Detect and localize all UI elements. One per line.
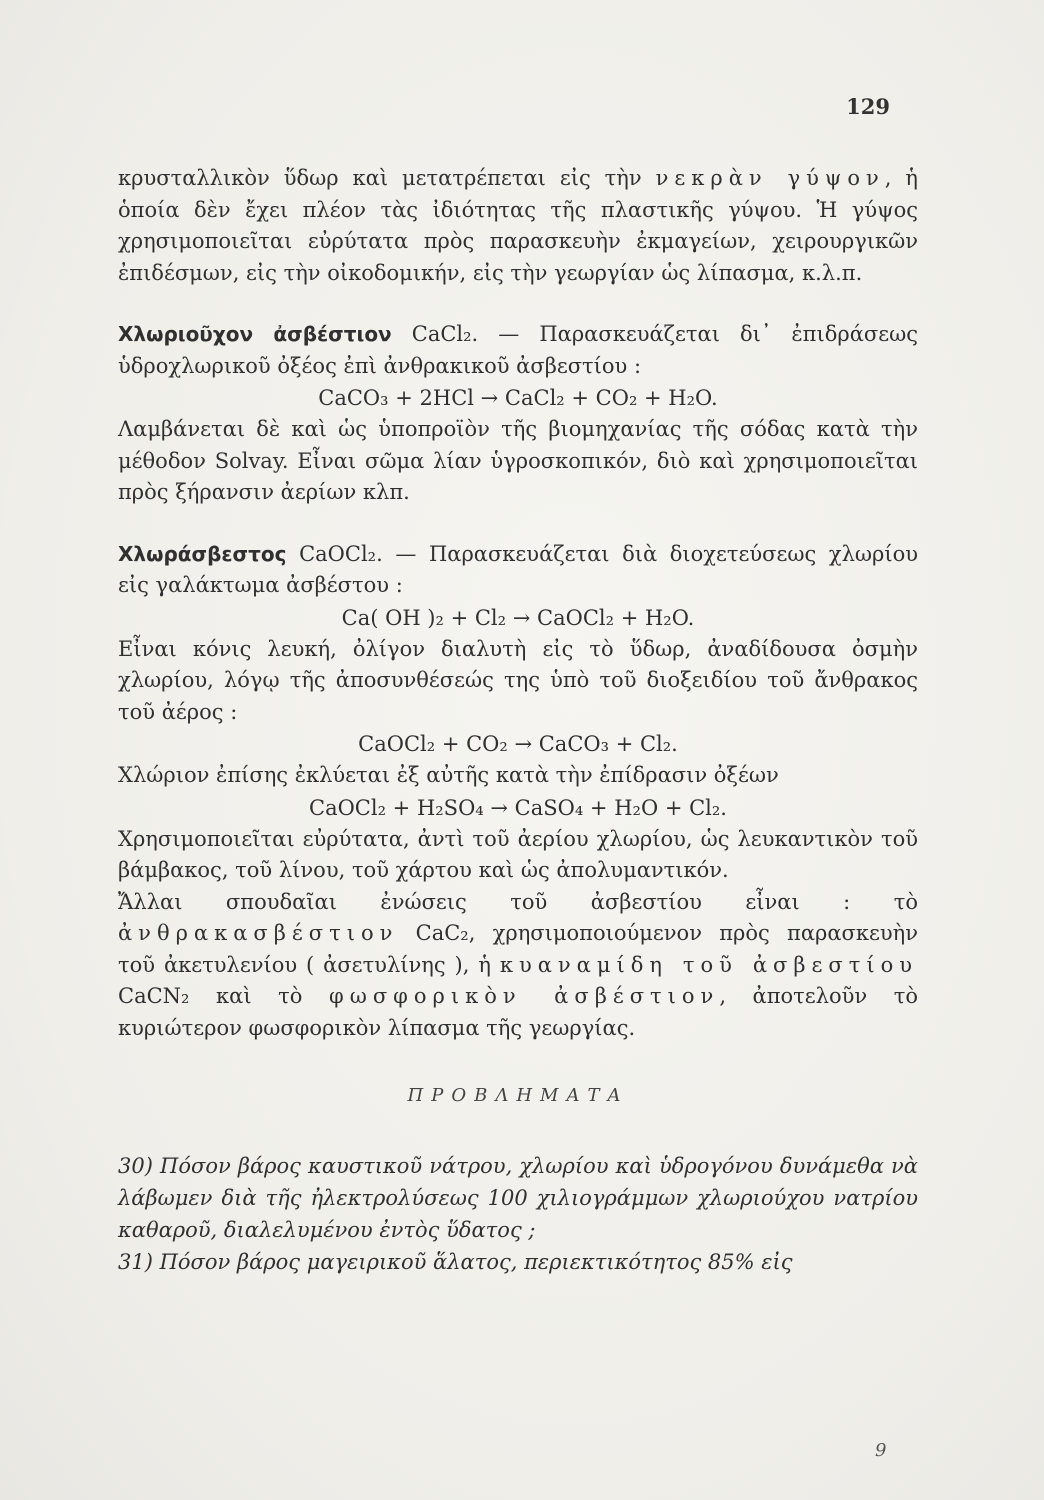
others-text-2: καὶ τὸ: [216, 984, 303, 1008]
cacl2-text: — Παρασκευάζεται δι᾽ ἐπιδράσεως ὑδροχλωρικοῦ ὀξέος ἐπὶ ἀνθρακικοῦ ἀσβεστίου :: [118, 322, 918, 378]
caocl2-paragraph-4: Χρησιμοποιεῖται εὐρύτατα, ἀντὶ τοῦ ἀερίου χλωρίου, ὡς λευκαντικὸν τοῦ βάμβακος, τοῦ λίνου, τοῦ χάρτου καὶ ὡς ἀπολυμαντικόν.: [118, 826, 918, 882]
gypsum-text: κρυσταλλικὸν ὕδωρ καὶ μετατρέπεται εἰς τὴν: [118, 166, 642, 190]
cacl2-formula: CaCl₂.: [411, 322, 479, 346]
problems-heading: ΠΡΟΒΛΗΜΑΤΑ: [407, 1085, 629, 1106]
cacl2-title: Χλωριοῦχον ἀσβέστιον: [118, 322, 392, 346]
cacl2-paragraph: [118, 319, 918, 382]
calcium-phosphate-term: φωσφορικὸν ἀσβέστιον: [328, 984, 720, 1008]
section-gap: [118, 509, 918, 539]
caocl2-text: — Παρασκευάζεται διὰ διοχετεύσεως χλωρίου εἰς γαλάκτωμα ἀσβέστου :: [118, 541, 918, 597]
gypsum-paragraph: [118, 163, 918, 289]
gypsum-text-rest: , ἡ ὁποία δὲν ἔχει πλέον τὰς ἰδιότητας τῆς πλαστικῆς γύψου. Ἡ γύψος χρησιμοποιεῖται εὐρύτατα πρὸς παρασκευὴν ἐκμαγείων, χειρουργικῶν ἐπιδέσμων, εἰς τὴν οἰκοδομικήν, εἰς τὴν γεωργίαν ὡς λίπασμα, κ.λ.π.: [118, 166, 918, 285]
calcium-cyanamide-term: κυαναμίδη τοῦ ἀσβεστίου: [499, 952, 918, 977]
problem-31: 31) Πόσον βάρος μαγειρικοῦ ἅλατος, περιεκτικότητος 85% εἰς: [118, 1249, 793, 1274]
page-content: [118, 163, 918, 1278]
signature-mark: 9: [875, 1440, 887, 1461]
section-gap: [118, 289, 918, 319]
caocl2-formula: CaOCl₂.: [299, 541, 383, 566]
cacl2-equation: CaCO₃ + 2HCl → CaCl₂ + CO₂ + H₂O.: [318, 386, 718, 410]
calcium-carbide-term: ἀνθρακασβέστιον: [118, 921, 399, 945]
caocl2-title: Χλωράσβεστος: [118, 541, 287, 566]
others-intro: Ἄλλαι σπουδαῖαι ἐνώσεις τοῦ ἀσβεστίου εἶναι : τὸ: [118, 889, 918, 914]
others-text-3: , ἀποτελοῦν τὸ κυριώτερον φωσφορικὸν λίπασμα τῆς γεωργίας.: [118, 984, 918, 1040]
page-number: 129: [846, 94, 890, 119]
caocl2-paragraph-2: Εἶναι κόνις λευκή, ὀλίγον διαλυτὴ εἰς τὸ ὕδωρ, ἀναδίδουσα ὀσμὴν χλωρίου, λόγῳ τῆς ἀποσυνθέσεώς της ὑπὸ τοῦ διοξειδίου τοῦ ἄνθρακος τοῦ ἀέρος :: [118, 636, 918, 724]
other-compounds-paragraph: [118, 887, 918, 1045]
caocl2-paragraph: [118, 539, 918, 602]
problem-30: 30) Πόσον βάρος καυστικοῦ νάτρου, χλωρίου καὶ ὑδρογόνου δυνάμεθα νὰ λάβωμεν διὰ τῆς ἠλεκτρολύσεως 100 χιλιογράμμων χλωριούχου νατρίου καθαροῦ, διαλελυμένου ἐντὸς ὕδατος ;: [118, 1153, 918, 1242]
caocl2-equation-3: CaOCl₂ + H₂SO₄ → CaSO₄ + H₂O + Cl₂.: [309, 795, 727, 820]
caocl2-paragraph-3: Χλώριον ἐπίσης ἐκλύεται ἐξ αὐτῆς κατὰ τὴν ἐπίδρασιν ὀξέων: [118, 763, 779, 787]
caocl2-equation-1: Ca( OH )₂ + Cl₂ → CaOCl₂ + H₂O.: [341, 605, 695, 630]
calcium-cyanamide-formula: CaCN₂: [118, 984, 190, 1008]
calcium-carbide-formula: CaC₂,: [415, 921, 476, 945]
others-text-1: χρησιμοποιούμενον πρὸς παρασκευὴν τοῦ ἀκετυλενίου ( ἀσετυλίνης ), ἡ: [118, 921, 918, 977]
cacl2-paragraph-2: Λαμβάνεται δὲ καὶ ὡς ὑποπροϊὸν τῆς βιομηχανίας τῆς σόδας κατὰ τὴν μέθοδον Solvay. Εἶναι σῶμα λίαν ὑγροσκοπικόν, διὸ καὶ χρησιμοποιεῖται πρὸς ξήρανσιν ἀερίων κλπ.: [118, 417, 918, 504]
caocl2-equation-2: CaOCl₂ + CO₂ → CaCO₃ + Cl₂.: [358, 732, 678, 756]
dead-gypsum-term: νεκρὰν γύψον: [655, 166, 885, 190]
